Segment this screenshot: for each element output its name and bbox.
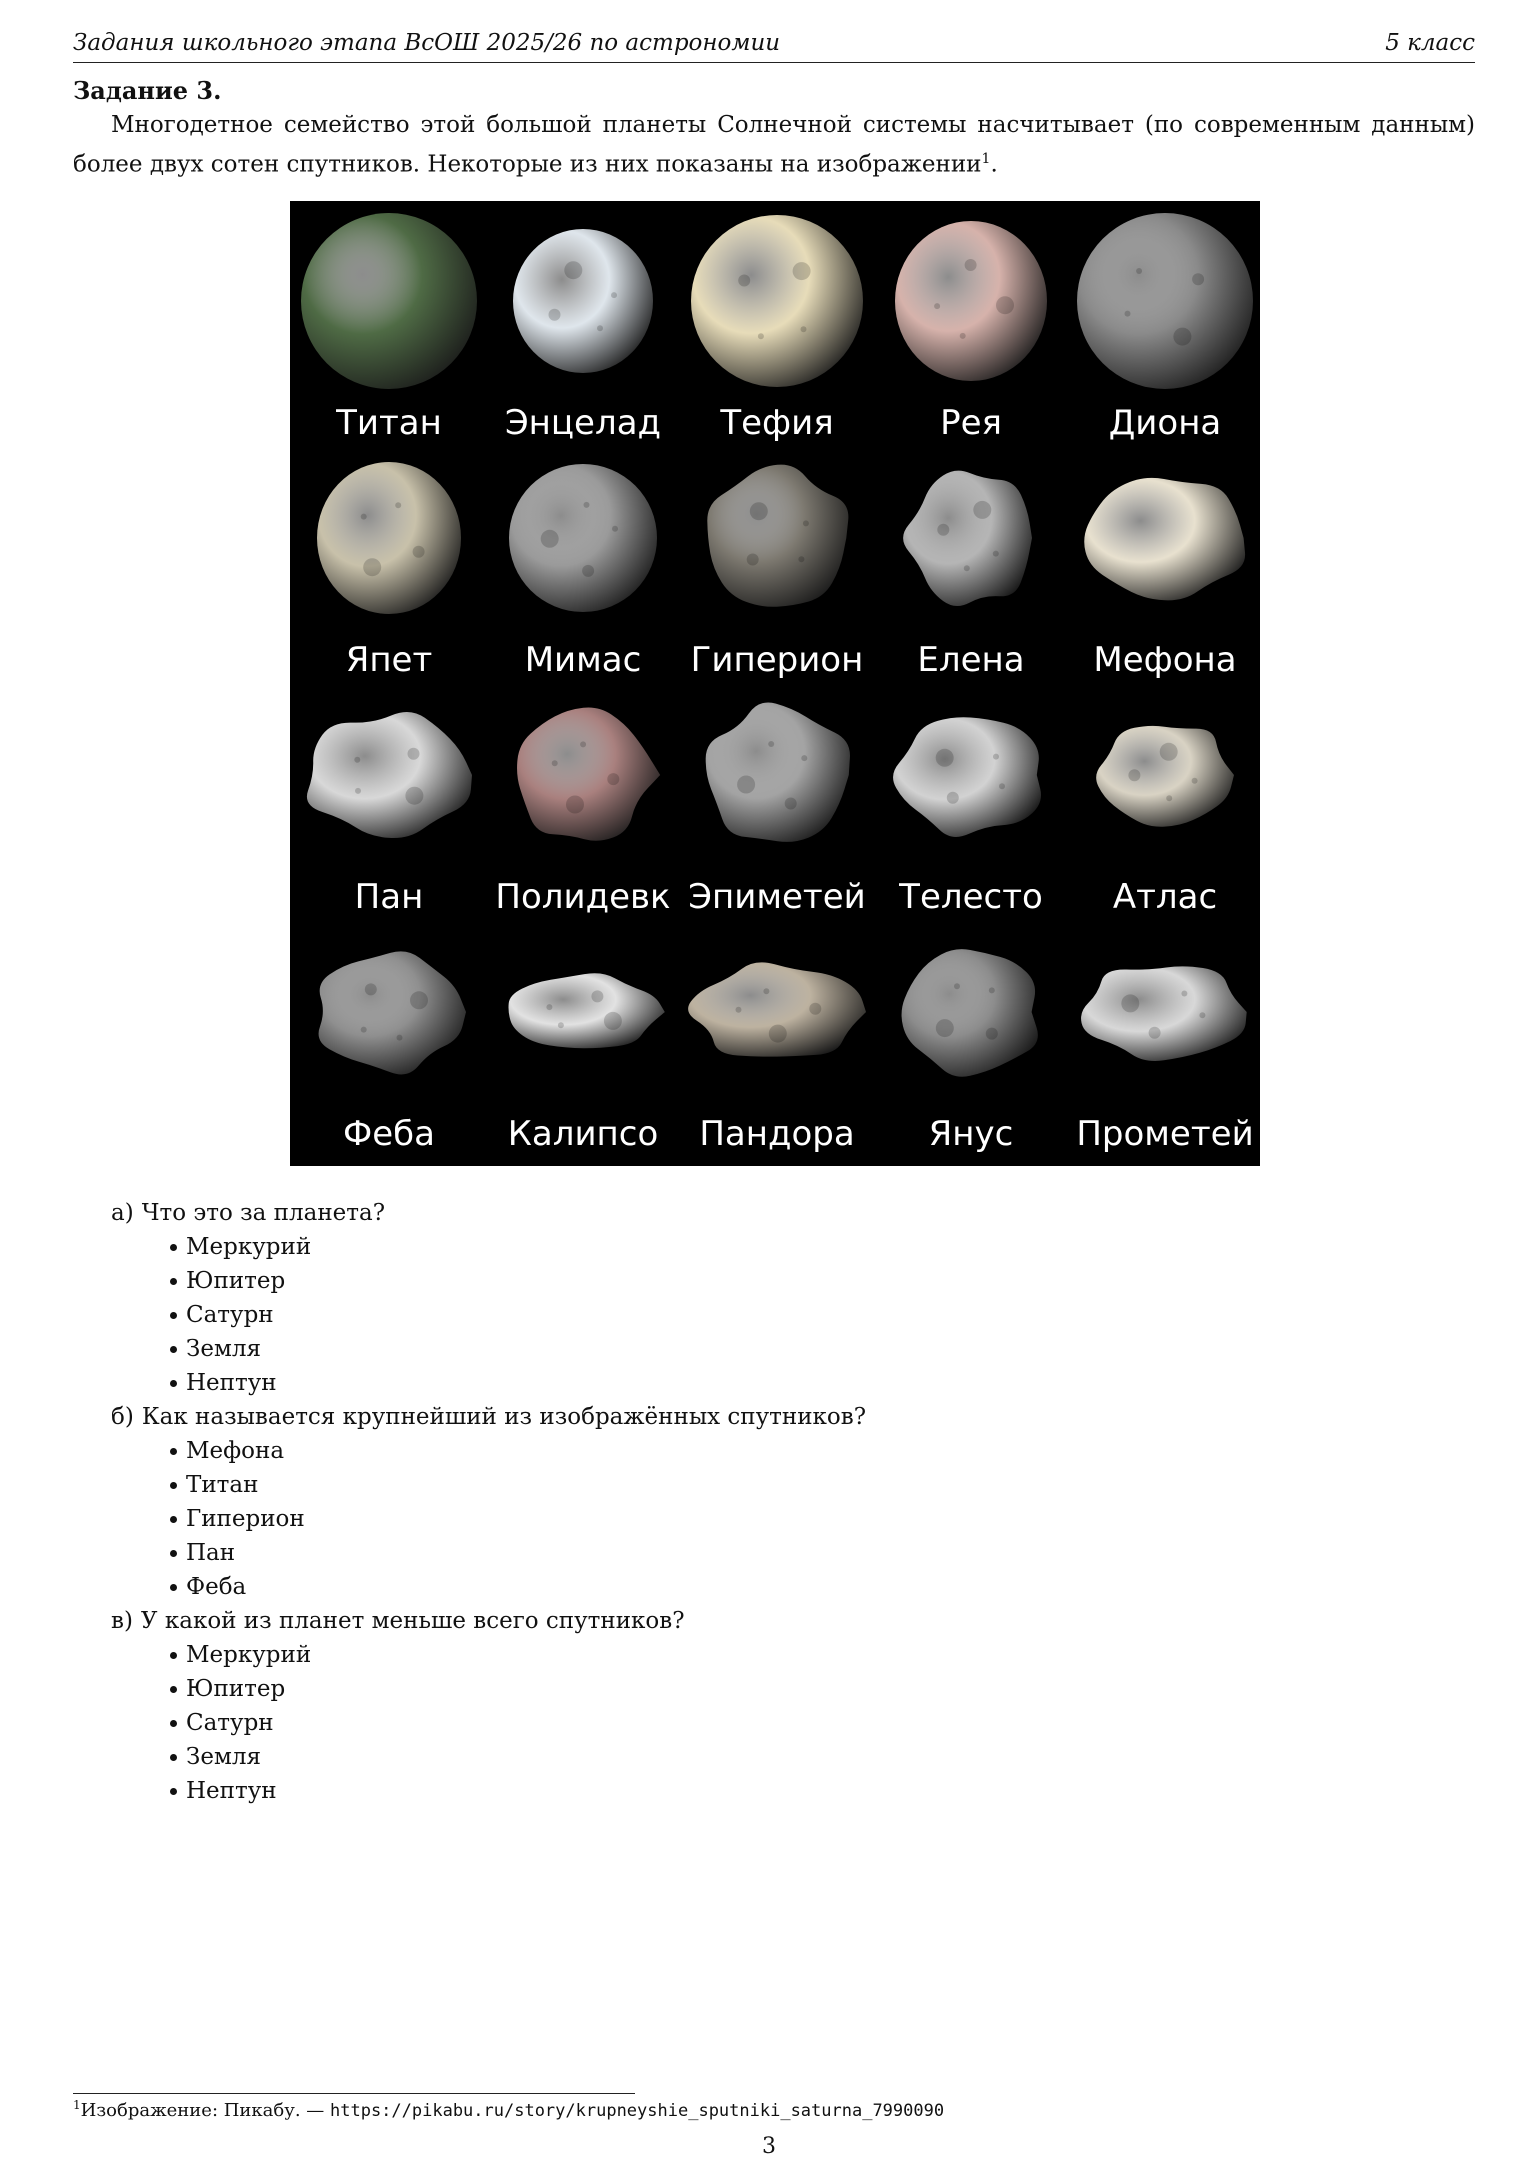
answer-option[interactable] <box>111 1264 866 1298</box>
crater-mark <box>604 1012 622 1030</box>
crater-mark <box>999 783 1005 789</box>
footnote-ref[interactable]: 1 <box>981 151 991 167</box>
intro-end: . <box>990 151 998 178</box>
crater-mark <box>809 1003 821 1015</box>
answer-options <box>111 1638 866 1808</box>
answer-option[interactable] <box>111 1740 866 1774</box>
crater-mark <box>584 502 590 508</box>
crater-mark <box>397 1035 403 1041</box>
moon-tile <box>301 213 477 443</box>
answer-option-label: Нептун <box>186 1778 277 1804</box>
moon-tile <box>893 717 1043 917</box>
answer-option[interactable] <box>111 1434 866 1468</box>
answer-option[interactable] <box>111 1332 866 1366</box>
task-title: Задание 3. <box>73 76 222 105</box>
footnote-text: Изображение: Пикабу. — <box>80 2100 330 2121</box>
moon-label: Полидевк <box>495 877 671 917</box>
header-grade: 5 класс <box>1385 30 1475 56</box>
footnote-mark: 1 <box>73 2098 81 2112</box>
moon-body <box>517 708 660 841</box>
crater-mark <box>993 551 999 557</box>
moon-label: Энцелад <box>504 403 662 443</box>
crater-mark <box>996 296 1014 314</box>
moon-tile <box>688 962 866 1154</box>
answer-option[interactable] <box>111 1638 866 1672</box>
moon-tile <box>307 712 472 917</box>
crater-mark <box>541 530 559 548</box>
answer-option-label: Феба <box>186 1574 247 1600</box>
moon-body <box>513 229 653 373</box>
moon-body <box>903 471 1032 606</box>
header-title: Задания школьного этапа ВсОШ 2025/26 по астрономии <box>73 30 781 56</box>
answer-option[interactable] <box>111 1468 866 1502</box>
moon-label: Тефия <box>720 403 834 443</box>
task-intro <box>73 108 1475 182</box>
crater-mark <box>964 565 970 571</box>
answer-option[interactable] <box>111 1774 866 1808</box>
answer-option-label: Меркурий <box>186 1234 312 1260</box>
crater-mark <box>936 1019 954 1037</box>
moon-label: Титан <box>336 403 442 443</box>
crater-mark <box>582 565 594 577</box>
crater-mark <box>1199 1012 1205 1018</box>
crater-mark <box>801 755 807 761</box>
answer-option-label: Гиперион <box>186 1506 305 1532</box>
crater-mark <box>803 520 809 526</box>
answer-options <box>111 1230 866 1400</box>
moon-label: Гиперион <box>690 640 864 680</box>
crater-mark <box>580 741 586 747</box>
moon-body <box>902 949 1038 1077</box>
crater-mark <box>597 325 603 331</box>
moon-label: Калипсо <box>507 1114 659 1154</box>
moon-tile <box>903 471 1032 680</box>
answer-option-label: Земля <box>186 1336 261 1362</box>
question-text: Что это за планета? <box>141 1200 386 1226</box>
crater-mark <box>954 983 960 989</box>
moon-tile <box>1077 213 1253 443</box>
moon-tile <box>902 949 1038 1154</box>
question-text: У какой из планет меньше всего спутников? <box>140 1608 685 1634</box>
question-letter: в) <box>111 1608 133 1634</box>
crater-mark <box>973 501 991 519</box>
moon-body <box>1084 478 1245 601</box>
moon-tile <box>505 229 661 443</box>
questions-list <box>111 1196 866 1808</box>
moon-label: Мефона <box>1093 640 1237 680</box>
answer-option[interactable] <box>111 1366 866 1400</box>
crater-mark <box>558 1022 564 1028</box>
crater-mark <box>747 554 759 566</box>
crater-mark <box>993 754 999 760</box>
answer-option-label: Меркурий <box>186 1642 312 1668</box>
crater-mark <box>1136 268 1142 274</box>
moon-tile <box>1076 966 1253 1154</box>
crater-mark <box>1166 795 1172 801</box>
moon-body <box>1096 726 1234 827</box>
answer-option[interactable] <box>111 1672 866 1706</box>
answer-option[interactable] <box>111 1570 866 1604</box>
moon-tile <box>691 465 864 680</box>
crater-mark <box>365 983 377 995</box>
question-letter: а) <box>111 1200 134 1226</box>
crater-mark <box>549 309 561 321</box>
moon-tile <box>319 951 466 1154</box>
answer-option-label: Нептун <box>186 1370 277 1396</box>
crater-mark <box>763 988 769 994</box>
crater-mark <box>769 1025 787 1043</box>
intro-text: Многодетное семейство этой большой планеты Солнечной системы насчитывает (по современным данным) более двух сотен спутников. Некоторые из них показаны на изображении <box>73 112 1475 178</box>
answer-option-label: Мефона <box>186 1438 285 1464</box>
moon-body <box>707 465 848 607</box>
crater-mark <box>937 524 949 536</box>
answer-option-label: Сатурн <box>186 1302 274 1328</box>
footnote <box>73 2098 944 2121</box>
crater-mark <box>410 991 428 1009</box>
moon-body <box>691 215 863 387</box>
moon-body <box>319 951 466 1074</box>
crater-mark <box>591 990 603 1002</box>
answer-option-label: Титан <box>186 1472 259 1498</box>
answer-option-label: Земля <box>186 1744 261 1770</box>
crater-mark <box>934 303 940 309</box>
crater-mark <box>607 773 619 785</box>
moon-label: Мимас <box>524 640 642 680</box>
question-3 <box>111 1604 866 1638</box>
crater-mark <box>798 556 804 562</box>
moon-label: Эпиметей <box>688 877 866 917</box>
crater-mark <box>361 514 367 520</box>
question-letter: б) <box>111 1404 134 1430</box>
moon-tile <box>317 462 461 680</box>
moon-label: Янус <box>928 1114 1014 1154</box>
footnote-rule <box>73 2093 635 2094</box>
moon-body <box>893 717 1041 837</box>
crater-mark <box>564 261 582 279</box>
crater-mark <box>785 798 797 810</box>
crater-mark <box>1149 1027 1161 1039</box>
crater-mark <box>750 502 768 520</box>
moon-tile <box>688 702 865 917</box>
moon-label: Пандора <box>699 1114 855 1154</box>
crater-mark <box>1128 769 1140 781</box>
answer-option-label: Сатурн <box>186 1710 274 1736</box>
crater-mark <box>1121 994 1139 1012</box>
crater-mark <box>405 787 423 805</box>
crater-mark <box>986 1028 998 1040</box>
crater-mark <box>552 760 558 766</box>
moon-tile <box>691 215 863 443</box>
crater-mark <box>1173 328 1191 346</box>
answer-option-label: Юпитер <box>186 1268 286 1294</box>
answer-option[interactable] <box>111 1536 866 1570</box>
crater-mark <box>546 1004 552 1010</box>
crater-mark <box>361 1027 367 1033</box>
crater-mark <box>408 748 420 760</box>
moon-tile <box>895 221 1047 443</box>
page-header <box>73 20 1475 63</box>
crater-mark <box>738 275 750 287</box>
moon-label: Диона <box>1108 403 1222 443</box>
moon-body <box>706 702 850 841</box>
moon-body <box>509 973 665 1048</box>
question-1 <box>111 1196 866 1230</box>
moon-tile <box>508 973 665 1154</box>
page-number: 3 <box>762 2134 776 2159</box>
moon-label: Прометей <box>1076 1114 1254 1154</box>
moon-body <box>1077 213 1253 389</box>
crater-mark <box>354 757 360 763</box>
crater-mark <box>758 333 764 339</box>
moon-body <box>895 221 1047 381</box>
moon-tile <box>1096 726 1234 917</box>
crater-mark <box>1181 991 1187 997</box>
moon-body <box>301 213 477 389</box>
crater-mark <box>612 526 618 532</box>
crater-mark <box>947 792 959 804</box>
crater-mark <box>413 546 425 558</box>
crater-mark <box>1125 311 1131 317</box>
crater-mark <box>736 1007 742 1013</box>
crater-mark <box>768 741 774 747</box>
answer-options <box>111 1434 866 1604</box>
question-2 <box>111 1400 866 1434</box>
moon-body <box>307 712 472 838</box>
crater-mark <box>960 333 966 339</box>
moon-body <box>509 464 657 612</box>
moon-body <box>1081 966 1247 1061</box>
crater-mark <box>737 776 755 794</box>
crater-mark <box>793 262 811 280</box>
moon-label: Елена <box>917 640 1025 680</box>
moon-tile <box>1084 478 1245 680</box>
crater-mark <box>395 502 401 508</box>
crater-mark <box>801 326 807 332</box>
saturn-moons-image <box>290 201 1260 1166</box>
moon-label: Телесто <box>899 877 1043 917</box>
answer-option[interactable] <box>111 1230 866 1264</box>
moon-body <box>317 462 461 614</box>
moon-label: Феба <box>343 1114 435 1154</box>
crater-mark <box>936 749 954 767</box>
answer-option-label: Юпитер <box>186 1676 286 1702</box>
crater-mark <box>989 987 995 993</box>
answer-option-label: Пан <box>186 1540 236 1566</box>
question-text: Как называется крупнейший из изображённых спутников? <box>141 1404 867 1430</box>
crater-mark <box>611 292 617 298</box>
crater-mark <box>965 259 977 271</box>
crater-mark <box>363 558 381 576</box>
moons-grid <box>290 201 1260 1166</box>
moon-label: Япет <box>345 640 433 680</box>
answer-option[interactable] <box>111 1298 866 1332</box>
moon-label: Пан <box>354 877 424 917</box>
moon-label: Рея <box>940 403 1002 443</box>
moon-tile <box>509 464 657 680</box>
answer-option[interactable] <box>111 1502 866 1536</box>
crater-mark <box>1192 273 1204 285</box>
crater-mark <box>1160 743 1178 761</box>
crater-mark <box>355 788 361 794</box>
moon-tile <box>495 708 670 917</box>
answer-option[interactable] <box>111 1706 866 1740</box>
footnote-url[interactable]: https://pikabu.ru/story/krupneyshie_sputniki_saturna_7990090 <box>330 2101 945 2121</box>
crater-mark <box>566 796 584 814</box>
crater-mark <box>1192 778 1198 784</box>
moon-label: Атлас <box>1112 877 1218 917</box>
